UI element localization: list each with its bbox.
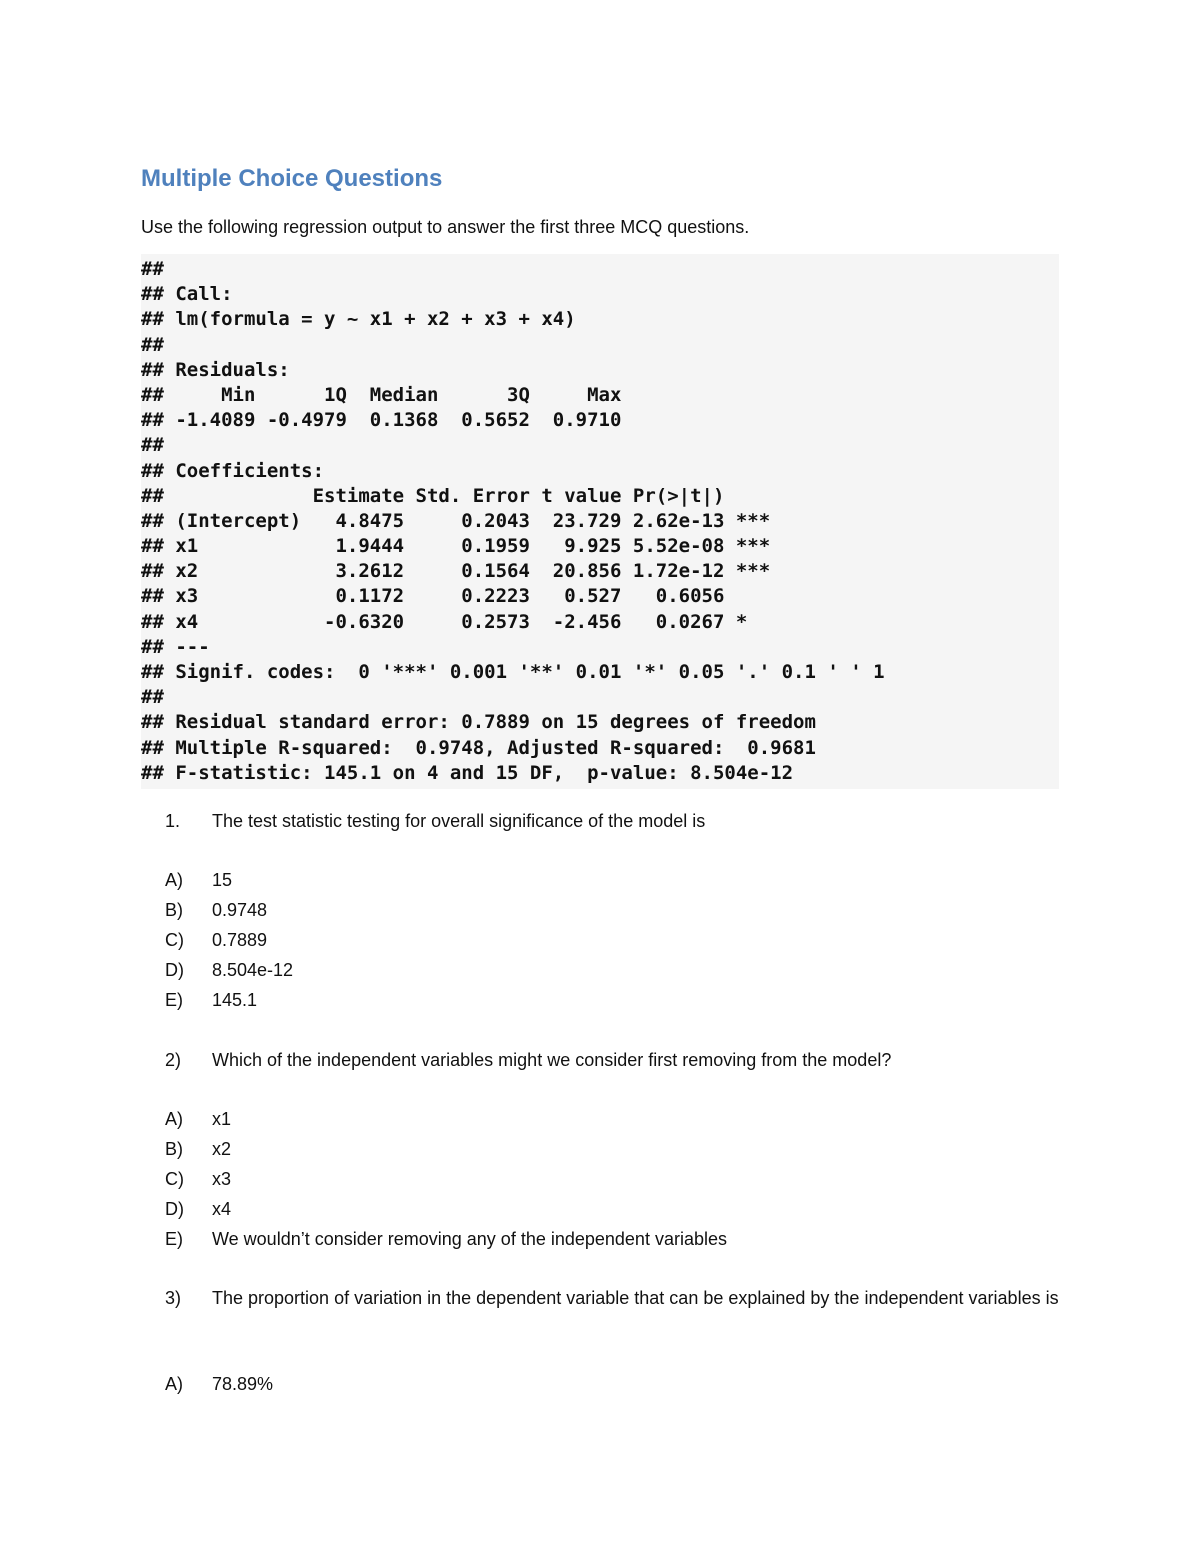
option-text: 15	[212, 870, 233, 890]
option-letter: B)	[165, 1139, 183, 1159]
option-text: 0.7889	[212, 930, 268, 950]
question-number: 2)	[165, 1050, 182, 1070]
code-line: ## lm(formula = y ~ x1 + x2 + x3 + x4)	[141, 308, 576, 331]
code-line: ##	[141, 434, 164, 457]
code-line: ## F-statistic: 145.1 on 4 and 15 DF, p-value: 8.504e-12	[141, 761, 794, 784]
question-number: 1.	[165, 811, 181, 831]
option-letter: A)	[165, 1374, 183, 1394]
option-text: We wouldn’t consider removing any of the independent variables	[212, 1229, 727, 1249]
option-letter: C)	[165, 1169, 184, 1189]
option-letter: A)	[165, 1109, 183, 1129]
code-line: ## Residual standard error: 0.7889 on 15 degrees of freedom	[141, 711, 816, 734]
option-letter: E)	[165, 1229, 183, 1249]
option-letter: D)	[165, 960, 184, 980]
code-line: ## x1 1.9444 0.1959 9.925 5.52e-08 ***	[141, 535, 771, 558]
intro-paragraph: Use the following regression output to answer the first three MCQ questions.	[141, 217, 750, 237]
code-line: ##	[141, 686, 164, 709]
question-text: The proportion of variation in the dependent variable that can be explained by the independent variables is	[212, 1288, 1059, 1308]
option-text: x2	[212, 1139, 232, 1159]
code-line: ## Call:	[141, 283, 233, 306]
code-line: ## x4 -0.6320 0.2573 -2.456 0.0267 *	[141, 610, 748, 633]
code-line: ## Min 1Q Median 3Q Max	[141, 383, 622, 406]
code-line: ## ---	[141, 635, 210, 658]
code-line: ## x3 0.1172 0.2223 0.527 0.6056	[141, 585, 725, 608]
section-heading: Multiple Choice Questions	[141, 165, 443, 192]
option-text: 8.504e-12	[212, 960, 294, 980]
option-text: x4	[212, 1199, 232, 1219]
code-line: ##	[141, 258, 164, 280]
option-letter: C)	[165, 930, 184, 950]
question-text: Which of the independent variables might we consider first removing from the model?	[212, 1050, 892, 1070]
option-letter: E)	[165, 990, 183, 1010]
option-letter: D)	[165, 1199, 184, 1219]
option-text: 145.1	[212, 990, 258, 1010]
code-line: ## x2 3.2612 0.1564 20.856 1.72e-12 ***	[141, 560, 771, 583]
option-letter: B)	[165, 900, 183, 920]
code-line: ## Coefficients:	[141, 459, 325, 482]
option-text: x1	[212, 1109, 232, 1129]
question-number: 3)	[165, 1288, 182, 1308]
code-line: ## Estimate Std. Error t value Pr(>|t|)	[141, 484, 725, 507]
question-text: The test statistic testing for overall significance of the model is	[212, 811, 706, 831]
regression-output-block	[141, 254, 1059, 789]
option-text: x3	[212, 1169, 232, 1189]
code-line: ## -1.4089 -0.4979 0.1368 0.5652 0.9710	[141, 409, 622, 432]
option-text: 78.89%	[212, 1374, 274, 1394]
code-line: ## (Intercept) 4.8475 0.2043 23.729 2.62e-13 ***	[141, 509, 771, 532]
code-line: ## Signif. codes: 0 '***' 0.001 '**' 0.01 '*' 0.05 '.' 0.1 ' ' 1	[141, 661, 885, 683]
code-line: ##	[141, 333, 164, 356]
code-line: ## Multiple R-squared: 0.9748, Adjusted R-squared: 0.9681	[141, 736, 816, 759]
option-letter: A)	[165, 870, 183, 890]
option-text: 0.9748	[212, 900, 268, 920]
code-line: ## Residuals:	[141, 358, 290, 381]
